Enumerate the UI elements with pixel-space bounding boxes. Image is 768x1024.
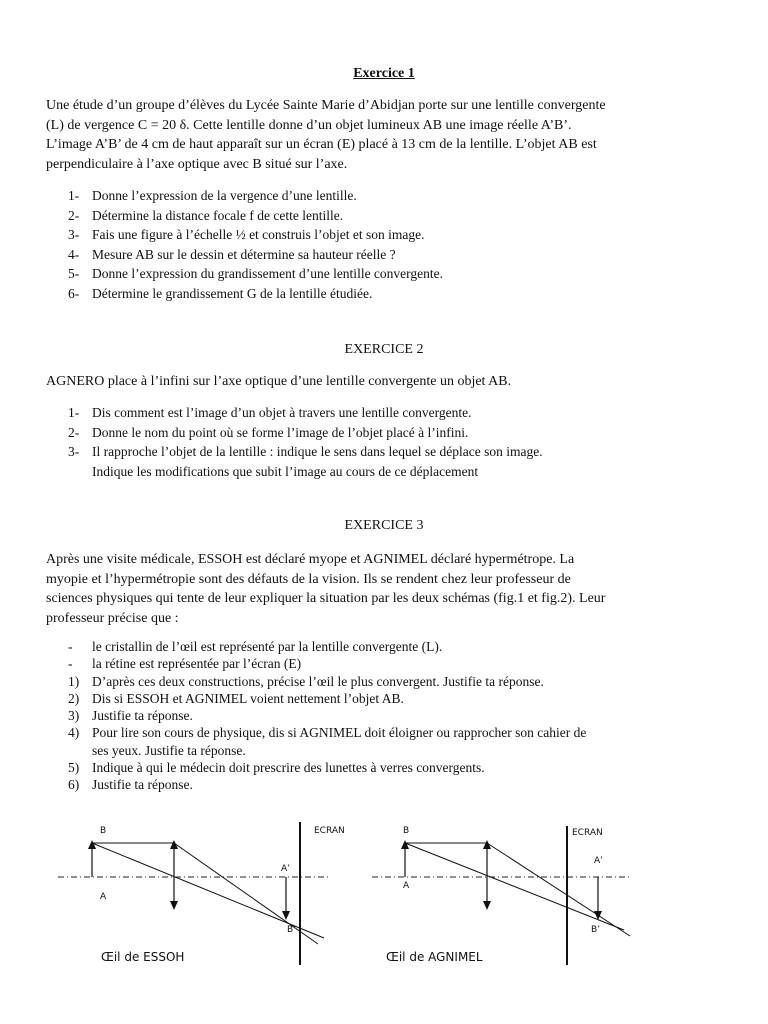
label-A: A (403, 881, 410, 891)
label-B: B (100, 826, 107, 836)
question-item: 5) Indique à qui le médecin doit prescrire des lunettes à verres convergents. (68, 760, 485, 776)
intro-line: Après une visite médicale, ESSOH est déclaré myope et AGNIMEL déclaré hypermétrope. La (46, 552, 575, 567)
question-item: - le cristallin de l’œil est représenté par la lentille convergente (L). (68, 639, 443, 654)
exercise-2-intro: AGNERO place à l’infini sur l’axe optique d’une lentille convergente un objet AB. (46, 374, 512, 389)
figure-1-caption: Œil de ESSOH (101, 950, 185, 964)
question-item: 3- Fais une figure à l’échelle ½ et construis l’objet et son image. (68, 227, 425, 242)
question-item: 5- Donne l’expression du grandissement d’une lentille convergente. (68, 266, 444, 281)
label-ecran: ECRAN (314, 826, 345, 836)
question-item: 6- Détermine le grandissement G de la lentille étudiée. (68, 285, 373, 301)
intro-line: Une étude d’un groupe d’élèves du Lycée Sainte Marie d’Abidjan porte sur une lentille convergente (46, 98, 606, 113)
label-A: A (100, 892, 107, 902)
question-item: 3) Justifie ta réponse. (68, 708, 193, 724)
exercise-3-title: EXERCICE 3 (344, 518, 424, 533)
question-item: 1) D’après ces deux constructions, précise l’œil le plus convergent. Justifie ta réponse. (68, 673, 544, 689)
exercise-1-title: Exercice 1 (353, 66, 415, 81)
figure-2-caption: Œil de AGNIMEL (386, 950, 483, 964)
question-item: 2) Dis si ESSOH et AGNIMEL voient nettement l’objet AB. (68, 690, 404, 706)
question-item: 6) Justifie ta réponse. (68, 777, 193, 793)
exercise-2-title: EXERCICE 2 (344, 342, 424, 357)
label-B-prime: B’ (591, 925, 601, 935)
lens-arrowhead-bottom (483, 901, 491, 910)
question-item: Indique les modifications que subit l’image au cours de ce déplacement (92, 463, 479, 479)
label-A-prime: A’ (281, 864, 291, 874)
question-item: ses yeux. Justifie ta réponse. (92, 742, 246, 758)
intro-line: L’image A’B’ de 4 cm de haut apparaît sur un écran (E) placé à 13 cm de la lentille. L’objet AB est (46, 137, 597, 152)
intro-line: professeur précise que : (46, 610, 179, 626)
question-item: - la rétine est représentée par l’écran (E) (68, 656, 302, 672)
label-B-prime: B’ (287, 925, 297, 935)
question-item: 2- Donne le nom du point où se forme l’image de l’objet placé à l’infini. (68, 424, 469, 440)
label-B: B (403, 826, 410, 836)
central-ray (405, 843, 624, 930)
question-item: 4- Mesure AB sur le dessin et détermine sa hauteur réelle ? (68, 246, 396, 262)
question-item: 4) Pour lire son cours de physique, dis si AGNIMEL doit éloigner ou rapprocher son cahier de (68, 725, 587, 741)
refracted-ray (487, 843, 630, 936)
intro-line: myopie et l’hypermétropie sont des défauts de la vision. Ils se rendent chez leur professeur de (46, 571, 571, 587)
label-ecran: ECRAN (572, 828, 603, 838)
intro-line: perpendiculaire à l’axe optique avec B situé sur l’axe. (46, 156, 348, 172)
intro-line: sciences physiques qui tente de leur expliquer la situation par les deux schémas (fig.1 et fig.2). Leur (46, 591, 606, 606)
intro-line: (L) de vergence C = 20 δ. Cette lentille donne d’un objet lumineux AB une image réelle A’B’. (46, 117, 572, 133)
label-A-prime: A’ (594, 856, 604, 866)
question-item: 1- Donne l’expression de la vergence d’une lentille. (68, 188, 357, 203)
question-item: 3- Il rapproche l’objet de la lentille : indique le sens dans lequel se déplace son image. (68, 444, 543, 459)
question-item: 2- Détermine la distance focale f de cette lentille. (68, 207, 344, 223)
question-item: 1- Dis comment est l’image d’un objet à travers une lentille convergente. (68, 405, 472, 420)
